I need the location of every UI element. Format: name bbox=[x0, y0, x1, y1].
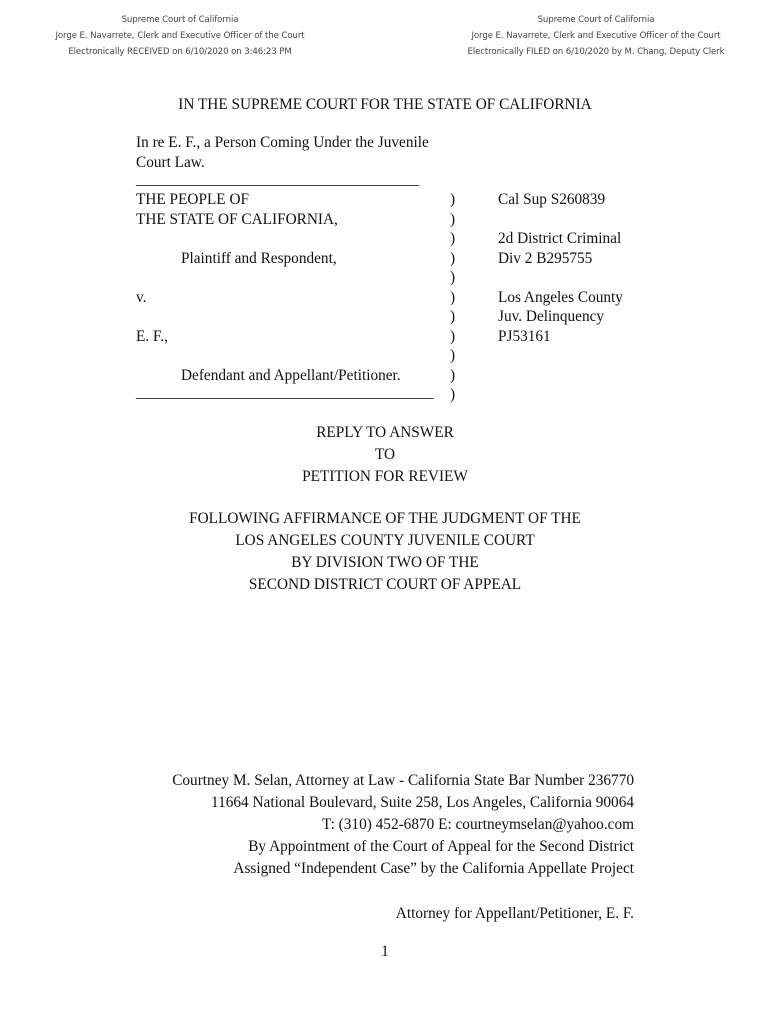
district-line: 2d District Criminal bbox=[498, 230, 622, 247]
attorney-line: 11664 National Boulevard, Suite 258, Los Angeles, California 90064 bbox=[210, 794, 634, 811]
page-number: 1 bbox=[381, 943, 389, 960]
stamp-line: Jorge E. Navarrete, Clerk and Executive Officer of the Court bbox=[471, 31, 721, 41]
defendant-role: Defendant and Appellant/Petitioner. bbox=[181, 366, 401, 384]
county-line: Los Angeles County bbox=[498, 288, 623, 306]
caption-paren-last: ) bbox=[450, 386, 456, 403]
stamp-line: Supreme Court of California bbox=[121, 15, 239, 25]
stamp-line: Supreme Court of California bbox=[537, 15, 655, 25]
people-line: THE STATE OF CALIFORNIA, bbox=[136, 210, 338, 228]
defendant-name: E. F., bbox=[136, 327, 168, 345]
filed-stamp bbox=[446, 12, 746, 60]
plaintiff-role: Plaintiff and Respondent, bbox=[181, 249, 337, 267]
following-line: SECOND DISTRICT COURT OF APPEAL bbox=[248, 576, 522, 593]
caption-rule-long: _________________________________________ bbox=[136, 384, 434, 401]
caption-paren: ) bbox=[450, 269, 456, 286]
document-title-line: PETITION FOR REVIEW bbox=[302, 468, 468, 485]
supreme-case-number: Cal Sup S260839 bbox=[498, 191, 606, 208]
versus: v. bbox=[136, 288, 147, 306]
people-line: THE PEOPLE OF bbox=[136, 191, 250, 208]
caption-paren: ) bbox=[450, 230, 456, 247]
in-re-line: Court Law. bbox=[136, 153, 205, 171]
document-title-line: REPLY TO ANSWER bbox=[316, 424, 454, 441]
court-title: IN THE SUPREME COURT FOR THE STATE OF CALIFORNIA bbox=[178, 96, 592, 113]
caption-paren: ) bbox=[450, 347, 456, 364]
following-line: FOLLOWING AFFIRMANCE OF THE JUDGMENT OF THE bbox=[189, 510, 581, 527]
stamp-line: Electronically FILED on 6/10/2020 by M. Chang, Deputy Clerk bbox=[467, 47, 725, 57]
district-line: Div 2 B295755 bbox=[498, 249, 593, 267]
following-line: LOS ANGELES COUNTY JUVENILE COURT bbox=[235, 532, 535, 549]
following-line: BY DIVISION TWO OF THE bbox=[291, 554, 479, 571]
caption-paren: ) bbox=[450, 366, 456, 384]
caption-paren-column bbox=[450, 190, 462, 385]
caption-paren: ) bbox=[450, 288, 456, 306]
stamp-line: Jorge E. Navarrete, Clerk and Executive Officer of the Court bbox=[55, 31, 305, 41]
stamp-line: Electronically RECEIVED on 6/10/2020 on 3:46:23 PM bbox=[68, 47, 292, 57]
caption-paren: ) bbox=[450, 308, 456, 325]
county-line: PJ53161 bbox=[498, 327, 551, 345]
attorney-line: By Appointment of the Court of Appeal for the Second District bbox=[248, 838, 634, 855]
county-line: Juv. Delinquency bbox=[498, 308, 605, 325]
in-re-line: In re E. F., a Person Coming Under the Juvenile bbox=[136, 134, 429, 151]
caption-paren: ) bbox=[450, 327, 456, 345]
caption-paren: ) bbox=[450, 249, 456, 267]
attorney-for: Attorney for Appellant/Petitioner, E. F. bbox=[395, 905, 634, 922]
caption-rule-short: _______________________________________ bbox=[136, 171, 419, 188]
attorney-line: Assigned “Independent Case” by the California Appellate Project bbox=[233, 860, 634, 877]
caption-paren: ) bbox=[450, 210, 456, 228]
attorney-line: Courtney M. Selan, Attorney at Law - California State Bar Number 236770 bbox=[172, 772, 634, 789]
document-title-line: TO bbox=[374, 446, 396, 463]
caption-paren: ) bbox=[450, 191, 456, 208]
attorney-line: T: (310) 452-6870 E: courtneymselan@yahoo.com bbox=[322, 816, 634, 833]
received-stamp bbox=[30, 12, 330, 60]
